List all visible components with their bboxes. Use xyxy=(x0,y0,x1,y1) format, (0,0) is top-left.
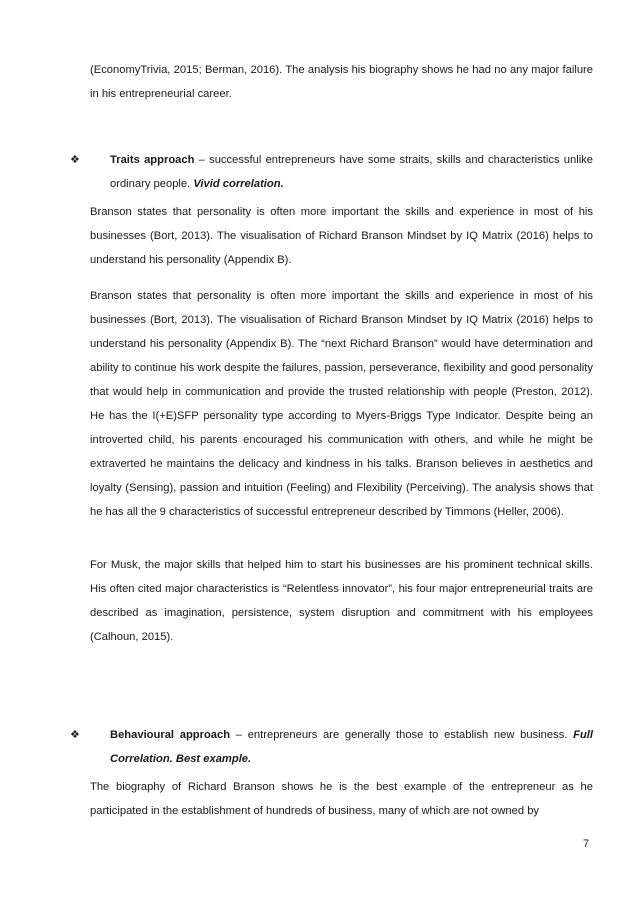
paragraph-branson-example: The biography of Richard Branson shows he is the best example of the entrepreneur as he participated in the establishment of hundreds of business, many of which are not owned by xyxy=(90,781,593,817)
diamond-bullet-icon: ❖ xyxy=(70,154,80,166)
traits-body: – successful entrepreneurs have some straits, skills and characteristics unlike ordinary people. xyxy=(110,154,593,190)
paragraph-intro: (EconomyTrivia, 2015; Berman, 2016). The analysis his biography shows he had no any major failure in his entrepreneurial career. xyxy=(90,64,593,100)
bullet-behavioural-approach xyxy=(70,723,593,771)
behavioural-body: – entrepreneurs are generally those to establish new business. xyxy=(230,729,574,741)
traits-heading: Traits approach xyxy=(110,154,195,166)
paragraph-branson-personality: Branson states that personality is often more important the skills and experience in most of his businesses (Bort, 2013). The visualisation of Richard Branson Mindset by IQ Matrix (2016) helps to understand his personality (Appendix B). xyxy=(90,206,593,266)
behavioural-heading: Behavioural approach xyxy=(110,729,231,741)
diamond-bullet-icon: ❖ xyxy=(70,729,80,741)
behavioural-emphasis: Full Correlation. Best example. xyxy=(110,729,593,765)
bullet-traits-approach xyxy=(70,148,593,196)
page-number: 7 xyxy=(583,838,590,850)
paragraph-musk-skills: For Musk, the major skills that helped him to start his businesses are his prominent technical skills. His often cited major characteristics is “Relentless innovator”, his four major entrepreneurial traits are described as imagination, persistence, system disruption and commitment with his employees (Calhoun, 2015). xyxy=(90,559,593,643)
traits-emphasis: Vivid correlation. xyxy=(193,178,284,190)
paragraph-branson-personality-extended: Branson states that personality is often more important the skills and experience in most of his businesses (Bort, 2013). The visualisation of Richard Branson Mindset by IQ Matrix (2016) helps to understand his personality (Appendix B). The “next Richard Branson” would have determination and ability to continue his work despite the failures, passion, perseverance, flexibility and good personality that would help in communication and provide the trusted relationship with people (Preston, 2012). He has the I(+E)SFP personality type according to Myers-Briggs Type Indicator. Despite being an introverted child, his parents encouraged his communication with others, and while he might be extraverted he maintains the delicacy and kindness in his talks. Branson believes in aesthetics and loyalty (Sensing), passion and intuition (Feeling) and Flexibility (Perceiving). The analysis shows that he has all the 9 characteristics of successful entrepreneur described by Timmons (Heller, 2006). xyxy=(90,290,593,518)
